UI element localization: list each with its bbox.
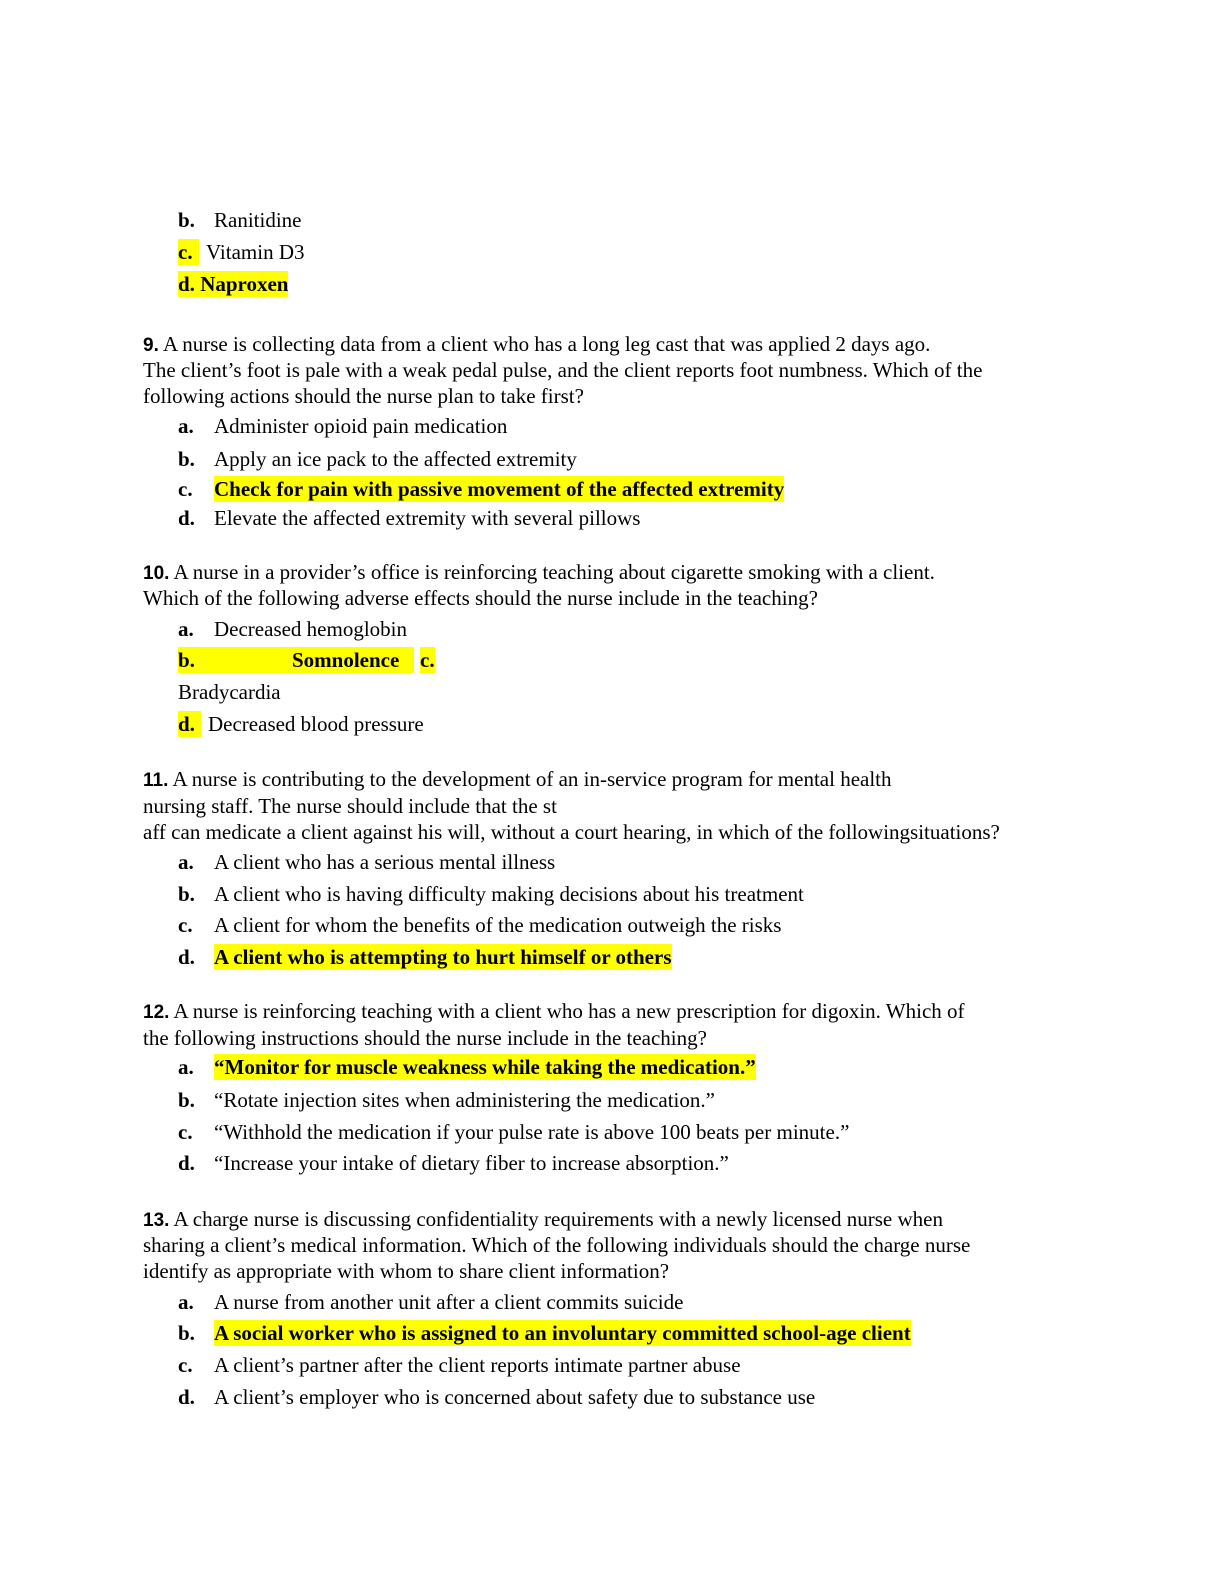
question-number: 9. xyxy=(143,335,159,356)
option-text: Somnolence xyxy=(292,648,400,672)
question-number: 13. xyxy=(143,1210,170,1231)
option-letter: d. xyxy=(178,1151,195,1175)
option-text: A client who is having difficulty making decisions about his treatment xyxy=(214,882,804,906)
q13-stem-line-2: sharing a client’s medical information. Which of the following individuals should the charge nurse xyxy=(143,1233,971,1257)
option-text: Decreased hemoglobin xyxy=(214,617,408,641)
q11-stem-line-3: aff can medicate a client against his will, without a court hearing, in which of the followingsituations? xyxy=(143,820,1000,844)
option-text: Decreased blood pressure xyxy=(208,712,424,736)
option-letter: a. xyxy=(178,1055,194,1079)
option-letter: c. xyxy=(178,1120,193,1144)
stem-text: A nurse in a provider’s office is reinforcing teaching about cigarette smoking with a client. xyxy=(173,560,935,584)
stem-text: A nurse is reinforcing teaching with a client who has a new prescription for digoxin. Which of xyxy=(173,999,965,1023)
option-text: “Rotate injection sites when administering the medication.” xyxy=(214,1088,715,1112)
option-text: Elevate the affected extremity with several pillows xyxy=(214,506,641,530)
option-text: Vitamin D3 xyxy=(206,240,305,264)
question-number: 12. xyxy=(143,1002,170,1023)
option-text: “Increase your intake of dietary fiber to increase absorption.” xyxy=(214,1151,729,1175)
option-letter: d. xyxy=(178,506,195,530)
q11-stem-line-2: nursing staff. The nurse should include that the st xyxy=(143,794,557,818)
stem-text: A charge nurse is discussing confidentiality requirements with a newly licensed nurse when xyxy=(173,1207,943,1231)
option-letter: a. xyxy=(178,617,194,641)
q9-stem-line-3: following actions should the nurse plan to take first? xyxy=(143,384,584,408)
option-letter: d. xyxy=(178,711,201,737)
option-letter: d. xyxy=(178,1385,195,1409)
stem-text: A nurse is collecting data from a client who has a long leg cast that was applied 2 days ago. xyxy=(162,332,931,356)
question-number: 10. xyxy=(143,563,170,584)
option-letter: c. xyxy=(178,477,193,501)
option-text: A client for whom the benefits of the medication outweigh the risks xyxy=(214,913,782,937)
q9-stem-line-2: The client’s foot is pale with a weak pedal pulse, and the client reports foot numbness. Which of the xyxy=(143,358,983,382)
option-text: A client who has a serious mental illness xyxy=(214,850,556,874)
option-text: “Monitor for muscle weakness while taking the medication.” xyxy=(214,1055,756,1079)
q11-stem-line-1 xyxy=(143,766,892,794)
option-letter: d. xyxy=(178,272,195,296)
option-letter: a. xyxy=(178,1290,194,1314)
option-text: A social worker who is assigned to an involuntary committed school-age client xyxy=(214,1321,911,1345)
option-text: Ranitidine xyxy=(214,208,302,232)
option-text: A client’s employer who is concerned about safety due to substance use xyxy=(214,1385,816,1409)
q9-stem-line-1 xyxy=(143,331,930,359)
q10-option-c-text: Bradycardia xyxy=(178,680,281,704)
option-text: A nurse from another unit after a client commits suicide xyxy=(214,1290,684,1314)
option-letter: c. xyxy=(178,1353,193,1377)
option-letter: b. xyxy=(178,447,195,471)
option-letter: b. xyxy=(178,208,195,232)
option-letter: a. xyxy=(178,850,194,874)
option-highlight xyxy=(178,271,288,297)
option-letter: d. xyxy=(178,945,195,969)
option-text: Apply an ice pack to the affected extremity xyxy=(214,447,577,471)
q13-stem-line-3: identify as appropriate with whom to share client information? xyxy=(143,1259,670,1283)
option-highlight xyxy=(178,647,414,673)
option-letter: c. xyxy=(178,239,199,265)
q10-stem-line-2: Which of the following adverse effects should the nurse include in the teaching? xyxy=(143,586,818,610)
option-letter: a. xyxy=(178,414,194,438)
option-letter: c. xyxy=(178,913,193,937)
option-text: Check for pain with passive movement of the affected extremity xyxy=(214,477,785,501)
q12-stem-line-1 xyxy=(143,998,965,1026)
q10-stem-line-1 xyxy=(143,559,935,587)
option-text: Naproxen xyxy=(200,272,289,296)
option-letter: b. xyxy=(178,1088,195,1112)
option-text: A client who is attempting to hurt himself or others xyxy=(214,945,672,969)
q13-stem-line-1 xyxy=(143,1206,943,1234)
q12-stem-line-2: the following instructions should the nurse include in the teaching? xyxy=(143,1026,707,1050)
option-letter: b. xyxy=(178,1321,195,1345)
question-number: 11. xyxy=(143,770,169,791)
option-letter: b. xyxy=(178,882,195,906)
option-text: Administer opioid pain medication xyxy=(214,414,508,438)
option-letter: b. xyxy=(178,648,195,672)
option-letter-c: c. xyxy=(420,648,435,672)
stem-text: A nurse is contributing to the development of an in-service program for mental health xyxy=(172,767,892,791)
option-text: “Withhold the medication if your pulse rate is above 100 beats per minute.” xyxy=(214,1120,850,1144)
option-text: A client’s partner after the client reports intimate partner abuse xyxy=(214,1353,741,1377)
